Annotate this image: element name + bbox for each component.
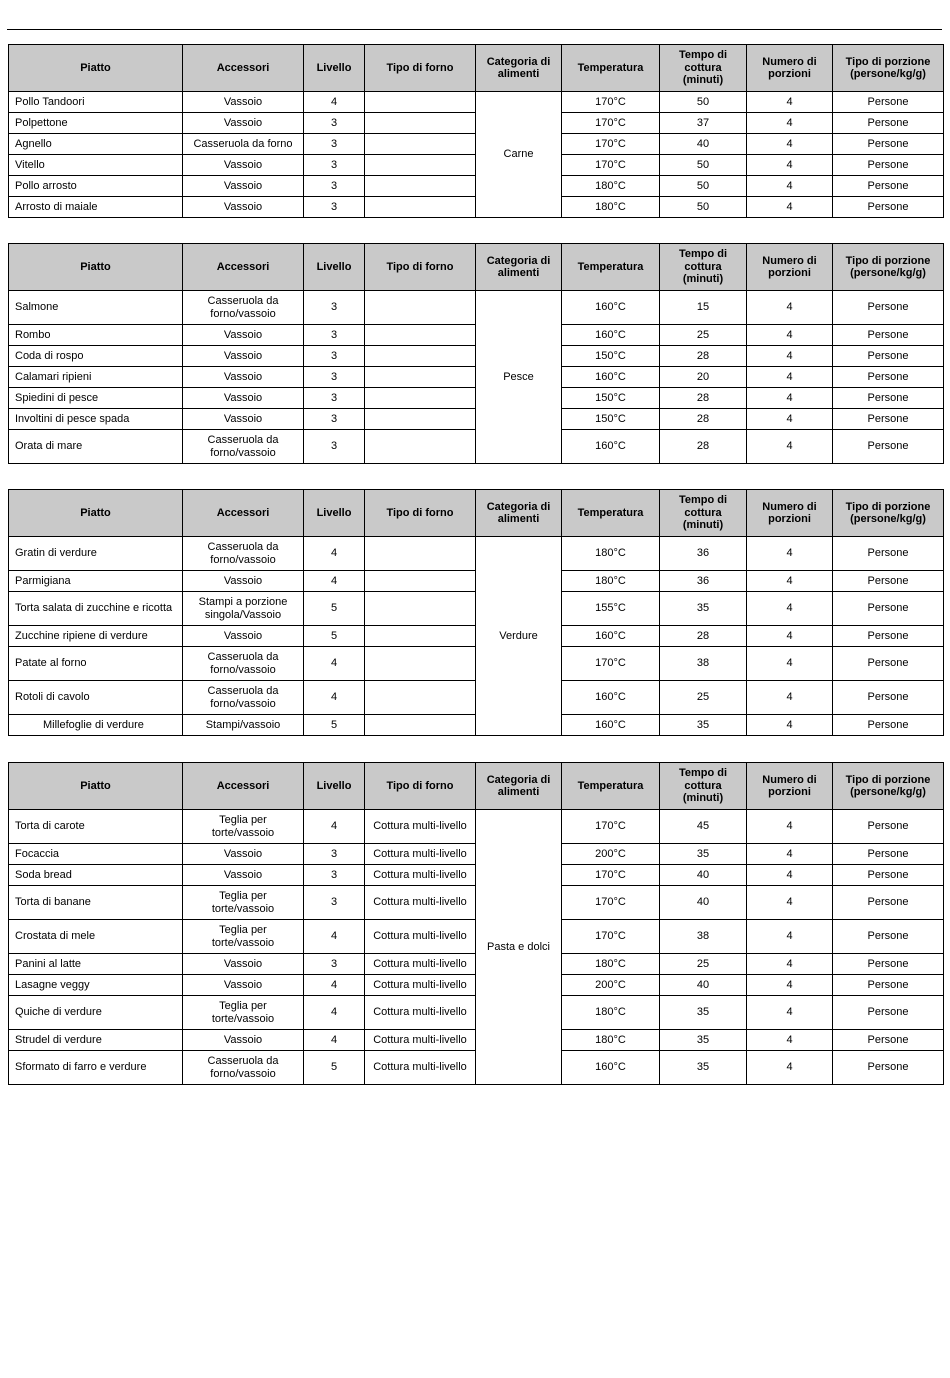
portions-cell: 4 bbox=[747, 430, 833, 464]
temperature-cell: 180°C bbox=[562, 197, 660, 218]
temperature-cell: 180°C bbox=[562, 996, 660, 1030]
oven-type-cell: Cottura multi-livello bbox=[365, 886, 476, 920]
portions-cell: 4 bbox=[747, 844, 833, 865]
accessory-cell: Vassoio bbox=[183, 865, 304, 886]
header-numero-porzioni: Numero di porzioni bbox=[747, 45, 833, 92]
header-categoria: Categoria di alimenti bbox=[476, 45, 562, 92]
header-tempo: Tempo di cottura (minuti) bbox=[660, 763, 747, 810]
temperature-cell: 170°C bbox=[562, 920, 660, 954]
cooking-time-cell: 25 bbox=[660, 954, 747, 975]
oven-type-cell bbox=[365, 346, 476, 367]
portions-cell: 4 bbox=[747, 409, 833, 430]
level-cell: 3 bbox=[304, 388, 365, 409]
accessory-cell: Vassoio bbox=[183, 409, 304, 430]
dish-cell: Parmigiana bbox=[9, 571, 183, 592]
oven-type-cell: Cottura multi-livello bbox=[365, 1030, 476, 1051]
portions-cell: 4 bbox=[747, 571, 833, 592]
temperature-cell: 200°C bbox=[562, 844, 660, 865]
oven-type-cell: Cottura multi-livello bbox=[365, 975, 476, 996]
header-temperatura: Temperatura bbox=[562, 490, 660, 537]
oven-type-cell bbox=[365, 715, 476, 736]
portions-cell: 4 bbox=[747, 626, 833, 647]
dish-cell: Crostata di mele bbox=[9, 920, 183, 954]
level-cell: 5 bbox=[304, 626, 365, 647]
temperature-cell: 160°C bbox=[562, 681, 660, 715]
level-cell: 3 bbox=[304, 367, 365, 388]
portion-type-cell: Persone bbox=[833, 975, 944, 996]
portion-type-cell: Persone bbox=[833, 996, 944, 1030]
level-cell: 4 bbox=[304, 571, 365, 592]
accessory-cell: Casseruola da forno/vassoio bbox=[183, 1051, 304, 1085]
temperature-cell: 180°C bbox=[562, 954, 660, 975]
dish-cell: Arrosto di maiale bbox=[9, 197, 183, 218]
oven-type-cell: Cottura multi-livello bbox=[365, 810, 476, 844]
header-tipo-forno: Tipo di forno bbox=[365, 763, 476, 810]
portions-cell: 4 bbox=[747, 325, 833, 346]
portions-cell: 4 bbox=[747, 865, 833, 886]
cooking-time-cell: 40 bbox=[660, 975, 747, 996]
food-category-cell: Verdure bbox=[476, 537, 562, 736]
oven-type-cell bbox=[365, 409, 476, 430]
level-cell: 4 bbox=[304, 647, 365, 681]
level-cell: 4 bbox=[304, 1030, 365, 1051]
cooking-time-cell: 36 bbox=[660, 537, 747, 571]
cooking-time-cell: 28 bbox=[660, 346, 747, 367]
temperature-cell: 150°C bbox=[562, 388, 660, 409]
portion-type-cell: Persone bbox=[833, 155, 944, 176]
cooking-time-cell: 15 bbox=[660, 291, 747, 325]
portion-type-cell: Persone bbox=[833, 1030, 944, 1051]
dish-cell: Calamari ripieni bbox=[9, 367, 183, 388]
temperature-cell: 200°C bbox=[562, 975, 660, 996]
portion-type-cell: Persone bbox=[833, 113, 944, 134]
accessory-cell: Casseruola da forno/vassoio bbox=[183, 681, 304, 715]
header-numero-porzioni: Numero di porzioni bbox=[747, 763, 833, 810]
dish-cell: Zucchine ripiene di verdure bbox=[9, 626, 183, 647]
portions-cell: 4 bbox=[747, 810, 833, 844]
oven-type-cell bbox=[365, 537, 476, 571]
portions-cell: 4 bbox=[747, 715, 833, 736]
level-cell: 4 bbox=[304, 681, 365, 715]
temperature-cell: 160°C bbox=[562, 291, 660, 325]
accessory-cell: Vassoio bbox=[183, 571, 304, 592]
cooking-time-cell: 50 bbox=[660, 197, 747, 218]
accessory-cell: Stampi/vassoio bbox=[183, 715, 304, 736]
portions-cell: 4 bbox=[747, 134, 833, 155]
portion-type-cell: Persone bbox=[833, 92, 944, 113]
dish-cell: Polpettone bbox=[9, 113, 183, 134]
oven-type-cell bbox=[365, 113, 476, 134]
portion-type-cell: Persone bbox=[833, 197, 944, 218]
header-temperatura: Temperatura bbox=[562, 244, 660, 291]
portions-cell: 4 bbox=[747, 346, 833, 367]
level-cell: 3 bbox=[304, 844, 365, 865]
portion-type-cell: Persone bbox=[833, 367, 944, 388]
accessory-cell: Vassoio bbox=[183, 1030, 304, 1051]
level-cell: 3 bbox=[304, 886, 365, 920]
cooking-time-cell: 38 bbox=[660, 920, 747, 954]
dish-cell: Vitello bbox=[9, 155, 183, 176]
dish-cell: Involtini di pesce spada bbox=[9, 409, 183, 430]
oven-type-cell bbox=[365, 430, 476, 464]
accessory-cell: Vassoio bbox=[183, 626, 304, 647]
temperature-cell: 160°C bbox=[562, 715, 660, 736]
cooking-time-cell: 37 bbox=[660, 113, 747, 134]
level-cell: 3 bbox=[304, 430, 365, 464]
dish-cell: Pollo arrosto bbox=[9, 176, 183, 197]
accessory-cell: Vassoio bbox=[183, 155, 304, 176]
cooking-time-cell: 28 bbox=[660, 430, 747, 464]
header-livello: Livello bbox=[304, 244, 365, 291]
level-cell: 3 bbox=[304, 134, 365, 155]
dish-cell: Rombo bbox=[9, 325, 183, 346]
dish-cell: Torta di banane bbox=[9, 886, 183, 920]
level-cell: 4 bbox=[304, 975, 365, 996]
cooking-time-cell: 35 bbox=[660, 1030, 747, 1051]
temperature-cell: 170°C bbox=[562, 810, 660, 844]
dish-cell: Quiche di verdure bbox=[9, 996, 183, 1030]
oven-type-cell: Cottura multi-livello bbox=[365, 1051, 476, 1085]
header-tipo-forno: Tipo di forno bbox=[365, 45, 476, 92]
cooking-time-cell: 36 bbox=[660, 571, 747, 592]
level-cell: 5 bbox=[304, 1051, 365, 1085]
header-row bbox=[9, 763, 944, 810]
accessory-cell: Vassoio bbox=[183, 388, 304, 409]
portion-type-cell: Persone bbox=[833, 920, 944, 954]
dish-cell: Panini al latte bbox=[9, 954, 183, 975]
portion-type-cell: Persone bbox=[833, 325, 944, 346]
temperature-cell: 170°C bbox=[562, 134, 660, 155]
table-pasta-e-dolci bbox=[8, 762, 944, 1085]
portion-type-cell: Persone bbox=[833, 134, 944, 155]
accessory-cell: Vassoio bbox=[183, 197, 304, 218]
portion-type-cell: Persone bbox=[833, 626, 944, 647]
portion-type-cell: Persone bbox=[833, 430, 944, 464]
accessory-cell: Teglia per torte/vassoio bbox=[183, 886, 304, 920]
level-cell: 3 bbox=[304, 325, 365, 346]
portion-type-cell: Persone bbox=[833, 291, 944, 325]
header-tipo-porzione: Tipo di porzione (persone/kg/g) bbox=[833, 763, 944, 810]
food-category-cell: Pesce bbox=[476, 291, 562, 464]
temperature-cell: 170°C bbox=[562, 113, 660, 134]
accessory-cell: Casseruola da forno/vassoio bbox=[183, 430, 304, 464]
portion-type-cell: Persone bbox=[833, 592, 944, 626]
oven-type-cell bbox=[365, 325, 476, 346]
oven-type-cell bbox=[365, 291, 476, 325]
oven-type-cell bbox=[365, 571, 476, 592]
oven-type-cell: Cottura multi-livello bbox=[365, 844, 476, 865]
oven-type-cell bbox=[365, 592, 476, 626]
cooking-time-cell: 28 bbox=[660, 626, 747, 647]
table-row bbox=[9, 810, 944, 844]
accessory-cell: Teglia per torte/vassoio bbox=[183, 920, 304, 954]
level-cell: 5 bbox=[304, 715, 365, 736]
accessory-cell: Vassoio bbox=[183, 92, 304, 113]
cooking-time-cell: 20 bbox=[660, 367, 747, 388]
temperature-cell: 170°C bbox=[562, 647, 660, 681]
portion-type-cell: Persone bbox=[833, 844, 944, 865]
level-cell: 5 bbox=[304, 592, 365, 626]
accessory-cell: Vassoio bbox=[183, 975, 304, 996]
accessory-cell: Vassoio bbox=[183, 954, 304, 975]
food-category-cell: Carne bbox=[476, 92, 562, 218]
accessory-cell: Vassoio bbox=[183, 176, 304, 197]
portions-cell: 4 bbox=[747, 1051, 833, 1085]
cooking-time-cell: 28 bbox=[660, 409, 747, 430]
cooking-time-cell: 25 bbox=[660, 325, 747, 346]
cooking-time-cell: 35 bbox=[660, 996, 747, 1030]
header-temperatura: Temperatura bbox=[562, 45, 660, 92]
portions-cell: 4 bbox=[747, 176, 833, 197]
temperature-cell: 150°C bbox=[562, 409, 660, 430]
accessory-cell: Casseruola da forno bbox=[183, 134, 304, 155]
header-accessori: Accessori bbox=[183, 45, 304, 92]
oven-type-cell bbox=[365, 92, 476, 113]
header-row bbox=[9, 244, 944, 291]
top-rule bbox=[7, 29, 942, 30]
temperature-cell: 180°C bbox=[562, 1030, 660, 1051]
portions-cell: 4 bbox=[747, 647, 833, 681]
cooking-time-cell: 45 bbox=[660, 810, 747, 844]
portions-cell: 4 bbox=[747, 886, 833, 920]
dish-cell: Gratin di verdure bbox=[9, 537, 183, 571]
header-tempo: Tempo di cottura (minuti) bbox=[660, 45, 747, 92]
food-category-cell: Pasta e dolci bbox=[476, 810, 562, 1085]
oven-type-cell: Cottura multi-livello bbox=[365, 865, 476, 886]
dish-cell: Strudel di verdure bbox=[9, 1030, 183, 1051]
dish-cell: Millefoglie di verdure bbox=[9, 715, 183, 736]
header-tempo: Tempo di cottura (minuti) bbox=[660, 490, 747, 537]
portions-cell: 4 bbox=[747, 367, 833, 388]
level-cell: 4 bbox=[304, 920, 365, 954]
cooking-time-cell: 25 bbox=[660, 681, 747, 715]
header-row bbox=[9, 490, 944, 537]
portions-cell: 4 bbox=[747, 388, 833, 409]
portions-cell: 4 bbox=[747, 113, 833, 134]
header-categoria: Categoria di alimenti bbox=[476, 490, 562, 537]
accessory-cell: Vassoio bbox=[183, 325, 304, 346]
portion-type-cell: Persone bbox=[833, 537, 944, 571]
accessory-cell: Vassoio bbox=[183, 367, 304, 388]
cooking-time-cell: 40 bbox=[660, 865, 747, 886]
header-categoria: Categoria di alimenti bbox=[476, 244, 562, 291]
portion-type-cell: Persone bbox=[833, 810, 944, 844]
temperature-cell: 160°C bbox=[562, 325, 660, 346]
header-accessori: Accessori bbox=[183, 490, 304, 537]
portion-type-cell: Persone bbox=[833, 886, 944, 920]
header-tipo-porzione: Tipo di porzione (persone/kg/g) bbox=[833, 490, 944, 537]
dish-cell: Pollo Tandoori bbox=[9, 92, 183, 113]
dish-cell: Patate al forno bbox=[9, 647, 183, 681]
cooking-time-cell: 35 bbox=[660, 715, 747, 736]
dish-cell: Lasagne veggy bbox=[9, 975, 183, 996]
dish-cell: Focaccia bbox=[9, 844, 183, 865]
header-tipo-forno: Tipo di forno bbox=[365, 490, 476, 537]
oven-type-cell: Cottura multi-livello bbox=[365, 920, 476, 954]
dish-cell: Soda bread bbox=[9, 865, 183, 886]
dish-cell: Sformato di farro e verdure bbox=[9, 1051, 183, 1085]
level-cell: 3 bbox=[304, 291, 365, 325]
portion-type-cell: Persone bbox=[833, 176, 944, 197]
temperature-cell: 160°C bbox=[562, 626, 660, 647]
accessory-cell: Vassoio bbox=[183, 113, 304, 134]
header-numero-porzioni: Numero di porzioni bbox=[747, 244, 833, 291]
temperature-cell: 160°C bbox=[562, 367, 660, 388]
oven-type-cell bbox=[365, 681, 476, 715]
temperature-cell: 170°C bbox=[562, 865, 660, 886]
header-piatto: Piatto bbox=[9, 763, 183, 810]
oven-type-cell bbox=[365, 197, 476, 218]
portion-type-cell: Persone bbox=[833, 865, 944, 886]
oven-type-cell bbox=[365, 367, 476, 388]
dish-cell: Rotoli di cavolo bbox=[9, 681, 183, 715]
oven-type-cell bbox=[365, 134, 476, 155]
level-cell: 3 bbox=[304, 176, 365, 197]
dish-cell: Torta salata di zucchine e ricotta bbox=[9, 592, 183, 626]
portion-type-cell: Persone bbox=[833, 681, 944, 715]
portions-cell: 4 bbox=[747, 996, 833, 1030]
level-cell: 4 bbox=[304, 810, 365, 844]
header-categoria: Categoria di alimenti bbox=[476, 763, 562, 810]
dish-cell: Torta di carote bbox=[9, 810, 183, 844]
temperature-cell: 160°C bbox=[562, 430, 660, 464]
header-tipo-porzione: Tipo di porzione (persone/kg/g) bbox=[833, 244, 944, 291]
oven-type-cell: Cottura multi-livello bbox=[365, 996, 476, 1030]
header-accessori: Accessori bbox=[183, 763, 304, 810]
accessory-cell: Vassoio bbox=[183, 346, 304, 367]
accessory-cell: Teglia per torte/vassoio bbox=[183, 996, 304, 1030]
cooking-time-cell: 50 bbox=[660, 92, 747, 113]
accessory-cell: Teglia per torte/vassoio bbox=[183, 810, 304, 844]
oven-type-cell bbox=[365, 388, 476, 409]
accessory-cell: Casseruola da forno/vassoio bbox=[183, 537, 304, 571]
portions-cell: 4 bbox=[747, 1030, 833, 1051]
header-livello: Livello bbox=[304, 45, 365, 92]
dish-cell: Salmone bbox=[9, 291, 183, 325]
accessory-cell: Stampi a porzione singola/Vassoio bbox=[183, 592, 304, 626]
header-tipo-porzione: Tipo di porzione (persone/kg/g) bbox=[833, 45, 944, 92]
oven-type-cell bbox=[365, 626, 476, 647]
temperature-cell: 160°C bbox=[562, 1051, 660, 1085]
header-piatto: Piatto bbox=[9, 490, 183, 537]
cooking-time-cell: 28 bbox=[660, 388, 747, 409]
oven-type-cell bbox=[365, 155, 476, 176]
portions-cell: 4 bbox=[747, 92, 833, 113]
temperature-cell: 155°C bbox=[562, 592, 660, 626]
dish-cell: Orata di mare bbox=[9, 430, 183, 464]
cooking-time-cell: 40 bbox=[660, 134, 747, 155]
dish-cell: Coda di rospo bbox=[9, 346, 183, 367]
cooking-time-cell: 50 bbox=[660, 155, 747, 176]
portion-type-cell: Persone bbox=[833, 409, 944, 430]
table-row bbox=[9, 92, 944, 113]
level-cell: 4 bbox=[304, 92, 365, 113]
accessory-cell: Casseruola da forno/vassoio bbox=[183, 647, 304, 681]
level-cell: 3 bbox=[304, 865, 365, 886]
temperature-cell: 170°C bbox=[562, 886, 660, 920]
oven-type-cell: Cottura multi-livello bbox=[365, 954, 476, 975]
header-accessori: Accessori bbox=[183, 244, 304, 291]
portions-cell: 4 bbox=[747, 954, 833, 975]
temperature-cell: 170°C bbox=[562, 92, 660, 113]
accessory-cell: Vassoio bbox=[183, 844, 304, 865]
level-cell: 3 bbox=[304, 954, 365, 975]
header-numero-porzioni: Numero di porzioni bbox=[747, 490, 833, 537]
level-cell: 3 bbox=[304, 113, 365, 134]
cooking-time-cell: 38 bbox=[660, 647, 747, 681]
dish-cell: Agnello bbox=[9, 134, 183, 155]
header-row bbox=[9, 45, 944, 92]
cooking-time-cell: 35 bbox=[660, 1051, 747, 1085]
temperature-cell: 180°C bbox=[562, 176, 660, 197]
level-cell: 4 bbox=[304, 996, 365, 1030]
header-piatto: Piatto bbox=[9, 45, 183, 92]
temperature-cell: 180°C bbox=[562, 571, 660, 592]
level-cell: 3 bbox=[304, 155, 365, 176]
portion-type-cell: Persone bbox=[833, 647, 944, 681]
temperature-cell: 150°C bbox=[562, 346, 660, 367]
portions-cell: 4 bbox=[747, 197, 833, 218]
portions-cell: 4 bbox=[747, 537, 833, 571]
portion-type-cell: Persone bbox=[833, 954, 944, 975]
header-tipo-forno: Tipo di forno bbox=[365, 244, 476, 291]
portions-cell: 4 bbox=[747, 291, 833, 325]
level-cell: 3 bbox=[304, 346, 365, 367]
portions-cell: 4 bbox=[747, 155, 833, 176]
portions-cell: 4 bbox=[747, 592, 833, 626]
header-livello: Livello bbox=[304, 490, 365, 537]
dish-cell: Spiedini di pesce bbox=[9, 388, 183, 409]
level-cell: 3 bbox=[304, 197, 365, 218]
cooking-time-cell: 35 bbox=[660, 592, 747, 626]
accessory-cell: Casseruola da forno/vassoio bbox=[183, 291, 304, 325]
table-row bbox=[9, 291, 944, 325]
cooking-time-cell: 50 bbox=[660, 176, 747, 197]
level-cell: 4 bbox=[304, 537, 365, 571]
portion-type-cell: Persone bbox=[833, 571, 944, 592]
header-livello: Livello bbox=[304, 763, 365, 810]
portions-cell: 4 bbox=[747, 920, 833, 954]
portion-type-cell: Persone bbox=[833, 388, 944, 409]
temperature-cell: 170°C bbox=[562, 155, 660, 176]
portion-type-cell: Persone bbox=[833, 715, 944, 736]
table-verdure bbox=[8, 489, 944, 736]
header-tempo: Tempo di cottura (minuti) bbox=[660, 244, 747, 291]
level-cell: 3 bbox=[304, 409, 365, 430]
header-temperatura: Temperatura bbox=[562, 763, 660, 810]
table-row bbox=[9, 537, 944, 571]
table-pesce bbox=[8, 243, 944, 464]
temperature-cell: 180°C bbox=[562, 537, 660, 571]
cooking-time-cell: 35 bbox=[660, 844, 747, 865]
oven-type-cell bbox=[365, 647, 476, 681]
portions-cell: 4 bbox=[747, 975, 833, 996]
oven-type-cell bbox=[365, 176, 476, 197]
cooking-time-cell: 40 bbox=[660, 886, 747, 920]
portions-cell: 4 bbox=[747, 681, 833, 715]
header-piatto: Piatto bbox=[9, 244, 183, 291]
portion-type-cell: Persone bbox=[833, 346, 944, 367]
portion-type-cell: Persone bbox=[833, 1051, 944, 1085]
table-carne bbox=[8, 44, 944, 218]
